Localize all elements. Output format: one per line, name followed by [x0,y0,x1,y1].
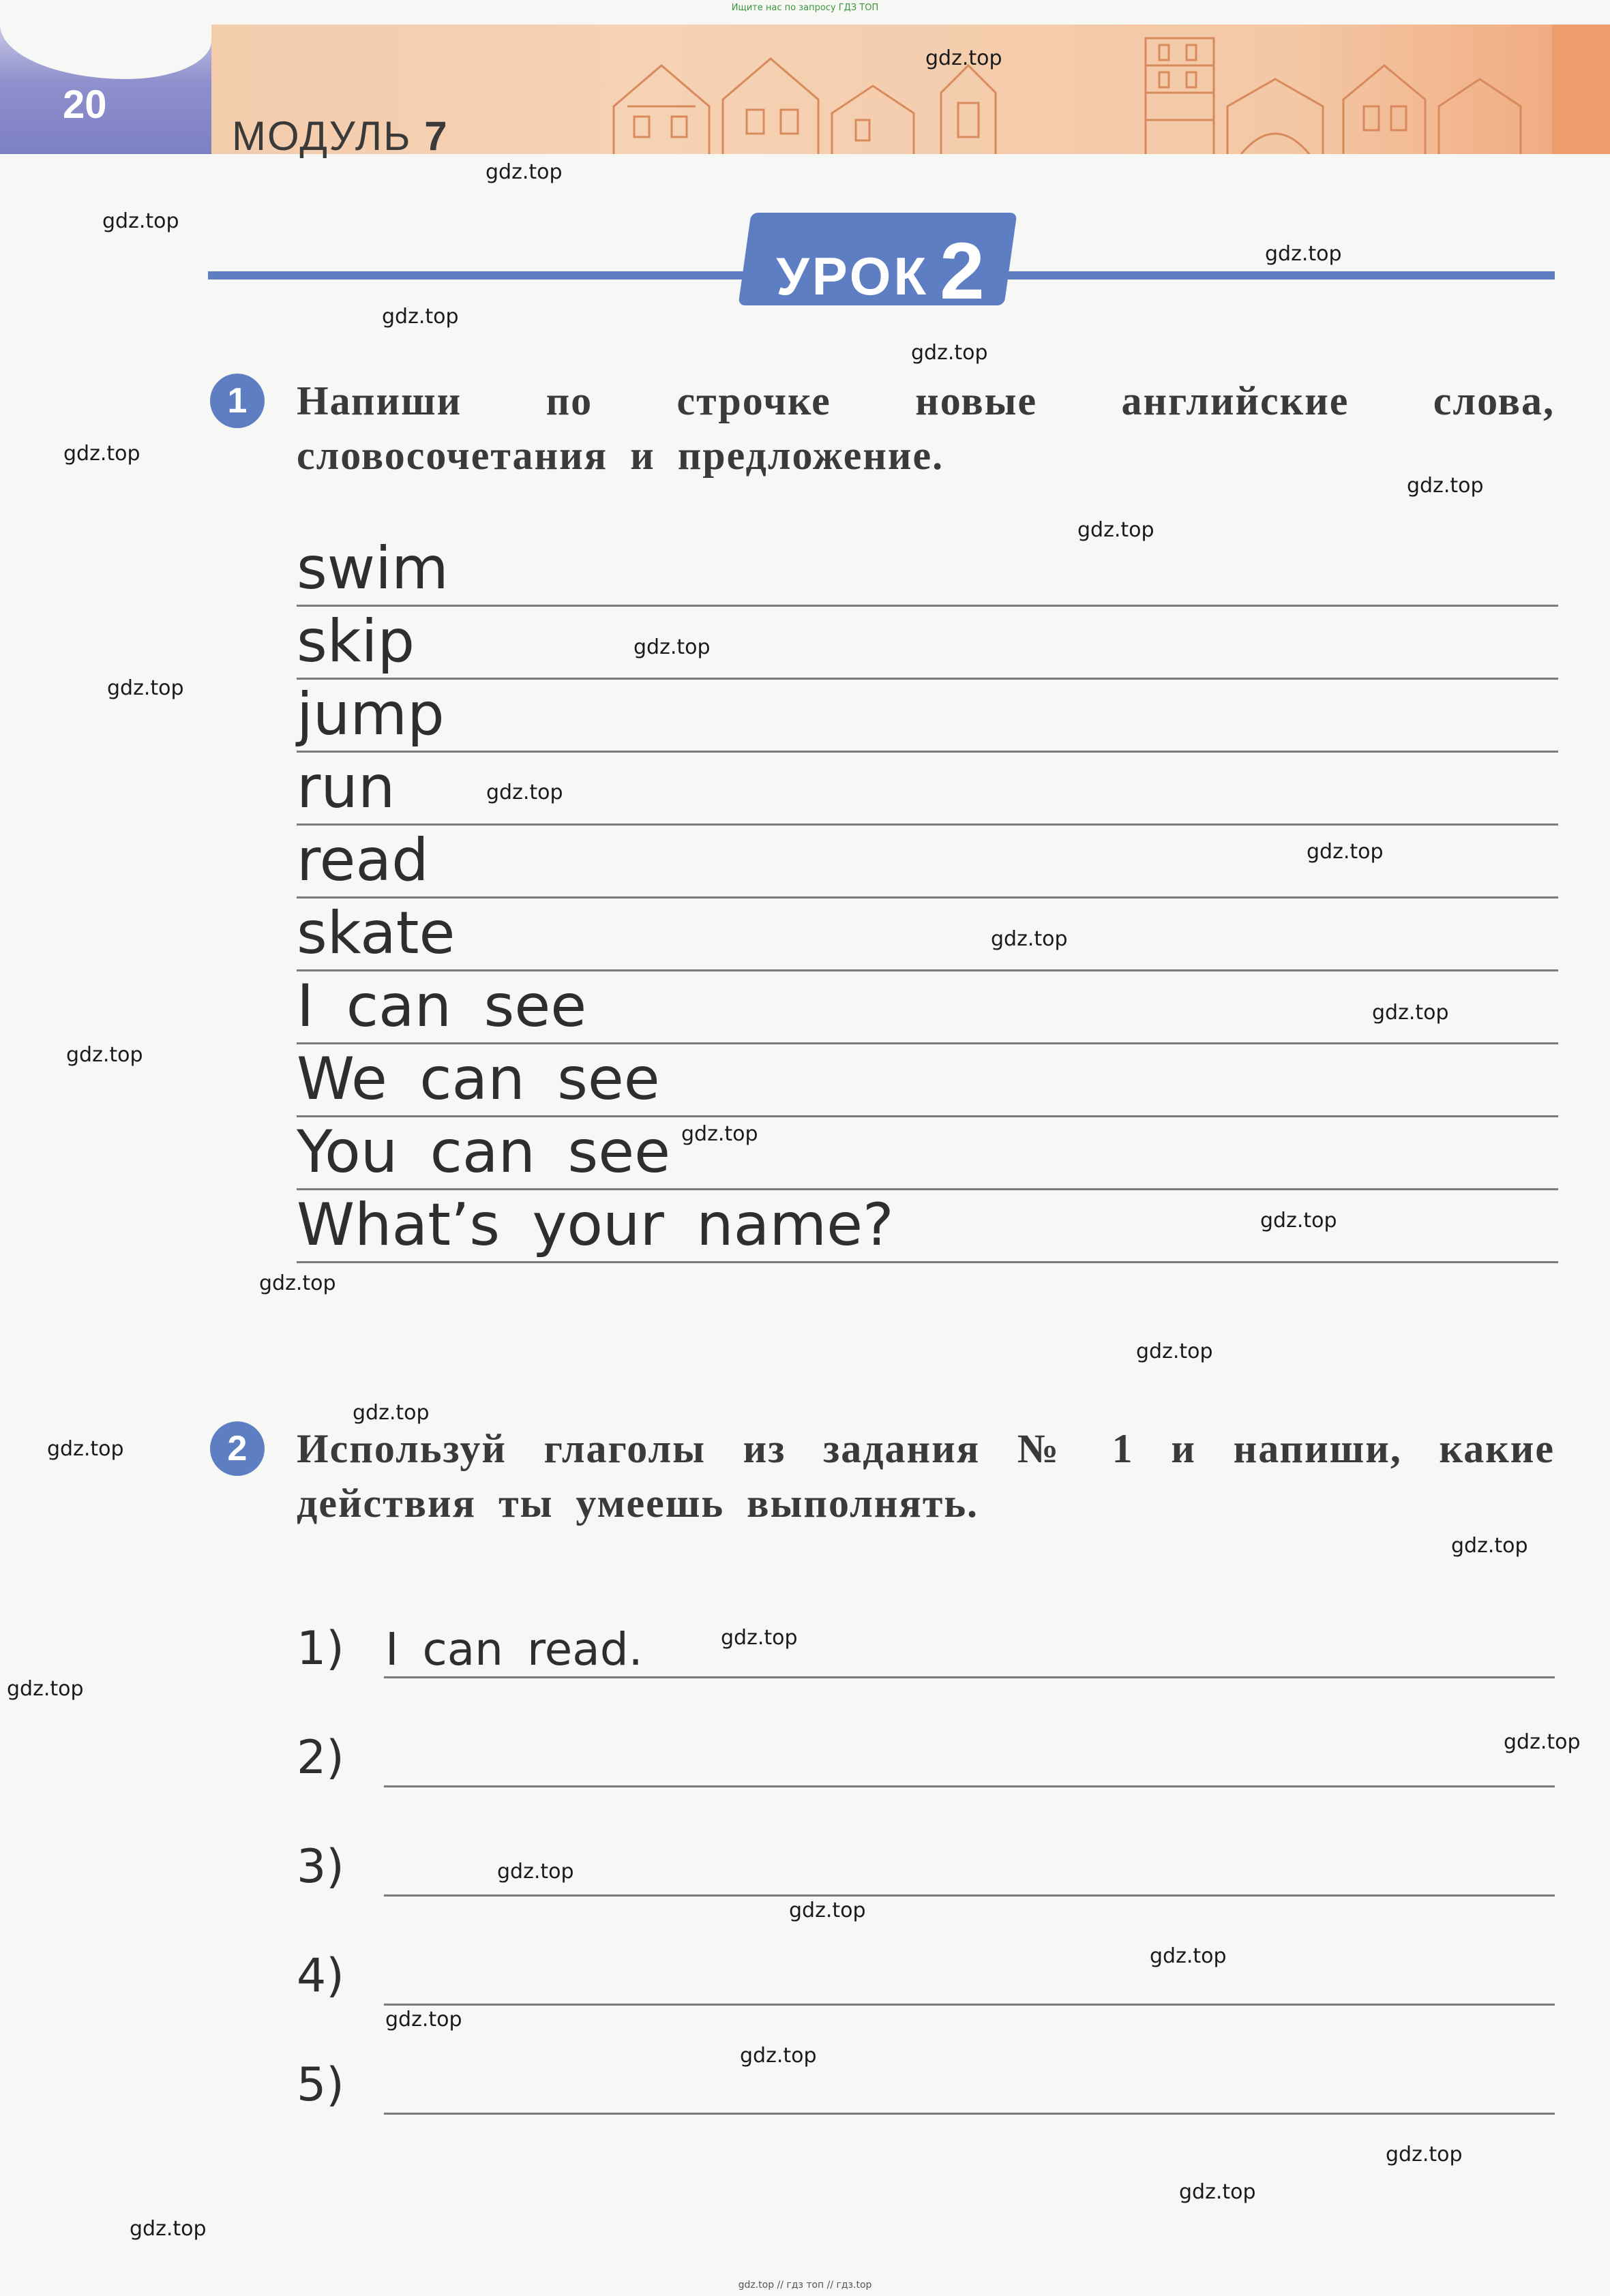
writing-line[interactable] [297,1118,1558,1190]
task2-number-badge: 2 [210,1421,265,1476]
answer-line[interactable] [297,2046,1555,2115]
watermark: gdz.top [1307,840,1384,864]
answer-text: I can read. [385,1623,643,1676]
word-item: run [297,753,396,821]
watermark: gdz.top [1077,518,1154,542]
watermark: gdz.top [1136,1340,1213,1363]
word-item: jump [297,680,445,749]
task1-instruction: Напиши по строчке новые английские слова, словосочетания и предложение. [297,378,1555,478]
lesson-label: УРОК [776,246,929,306]
writing-line[interactable] [297,899,1558,971]
watermark: gdz.top [486,160,563,184]
word-item: swim [297,534,449,603]
watermark: gdz.top [1504,1730,1581,1754]
module-number: 7 [424,113,449,159]
watermark: gdz.top [1150,1944,1227,1968]
word-item: read [297,826,429,894]
watermark: gdz.top [47,1437,124,1461]
task2-instruction: Используй глаголы из задания № 1 и напиши, какие действия ты умеешь выполнять. [297,1426,1555,1526]
watermark: gdz.top [66,1043,143,1067]
watermark: gdz.top [7,1677,84,1701]
watermark: gdz.top [789,1899,866,1922]
watermark: gdz.top [991,927,1068,951]
watermark: gdz.top [486,781,563,804]
watermark: gdz.top [63,442,140,466]
module-label: МОДУЛЬ [232,113,412,159]
writing-line[interactable] [297,1045,1558,1117]
bottom-note: gdz.top // гдз топ // гдз.top [738,2280,872,2291]
answer-line[interactable] [297,1828,1555,1897]
watermark: gdz.top [1386,2143,1463,2166]
writing-line[interactable] [297,1191,1558,1263]
watermark: gdz.top [107,676,184,700]
task1-number-badge: 1 [210,374,265,428]
top-note: Ищите нас по запросу ГДЗ ТОП [731,3,879,13]
watermark: gdz.top [1407,474,1484,498]
watermark: gdz.top [102,209,179,233]
word-item: You can see [297,1118,671,1186]
watermark: gdz.top [681,1122,758,1146]
answer-line[interactable] [297,1719,1555,1787]
writing-line[interactable] [297,607,1558,680]
watermark: gdz.top [1451,1534,1528,1558]
writing-line[interactable] [297,680,1558,753]
answer-number: 2) [297,1731,344,1785]
watermark: gdz.top [1372,1001,1449,1025]
watermark: gdz.top [1179,2180,1256,2204]
module-title [232,112,449,160]
watermark: gdz.top [1265,242,1342,266]
watermark: gdz.top [721,1626,798,1650]
city-illustration [586,25,1555,154]
writing-line[interactable] [297,972,1558,1044]
watermark: gdz.top [385,2008,462,2031]
writing-line[interactable] [297,534,1558,607]
watermark: gdz.top [633,635,711,659]
watermark: gdz.top [1260,1209,1337,1233]
lesson-number: 2 [940,226,987,316]
watermark: gdz.top [925,46,1002,70]
answer-line[interactable] [297,1610,1555,1678]
word-item: We can see [297,1045,660,1113]
watermark: gdz.top [259,1271,336,1295]
watermark: gdz.top [353,1401,430,1425]
answer-number: 4) [297,1949,344,2003]
watermark: gdz.top [740,2044,817,2068]
word-item: skate [297,899,456,967]
header-corner [1552,25,1610,154]
watermark: gdz.top [130,2217,207,2241]
watermark: gdz.top [382,305,459,329]
answer-number: 1) [297,1622,344,1676]
watermark: gdz.top [911,341,988,365]
word-item: What’s your name? [297,1191,894,1259]
word-item: I can see [297,972,587,1040]
answer-number: 5) [297,2058,344,2112]
answer-line[interactable] [297,1937,1555,2006]
lesson-title [762,225,1001,318]
answer-number: 3) [297,1840,344,1894]
watermark: gdz.top [497,1860,574,1884]
word-item: skip [297,607,415,676]
page-number: 20 [63,82,107,127]
